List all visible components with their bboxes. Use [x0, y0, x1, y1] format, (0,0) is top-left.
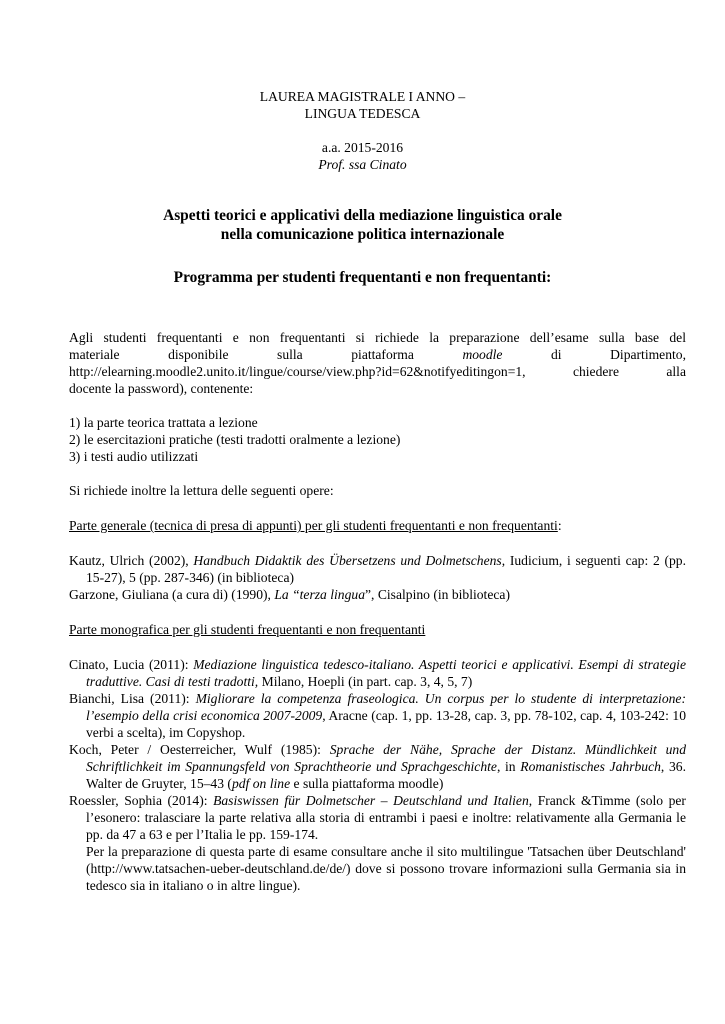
document-body: [69, 329, 686, 894]
academic-year: a.a. 2015-2016: [321, 140, 404, 155]
list-item: 2) le esercitazioni pratiche (testi tradotti oralmente a lezione): [69, 432, 401, 447]
reference-koch: Koch, Peter / Oesterreicher, Wulf (1985): Sprache der Nähe, Sprache der Distanz. Mündlichkeit und Schriftlichkeit im Spannungsfeld von Sprachtheorie und Sprachgeschichte, in Romanistisches Jahrbuch, 36. Walter de Gruyter, 15–43 (pdf on line e sulla piattaforma moodle): [69, 742, 686, 791]
course-subject: LINGUA TEDESCA: [304, 106, 421, 121]
monographic-references: [69, 656, 686, 894]
course-level: LAUREA MAGISTRALE I ANNO –: [259, 89, 466, 104]
general-references: [69, 552, 686, 603]
intro-line: Agli studenti frequentanti e non frequentanti si richiede la preparazione dell’esame sulla base del: [69, 330, 686, 345]
monographic-section-heading: Parte monografica per gli studenti frequentanti e non frequentanti: [69, 622, 426, 637]
intro-paragraph: [69, 329, 686, 397]
content-list: [69, 414, 686, 465]
moodle-link[interactable]: http://elearning.moodle2.unito.it/lingue/course/view.php?id=62&notifyeditingon=1, chiedere alla: [69, 364, 686, 379]
reference-cinato: Cinato, Lucia (2011): Mediazione linguistica tedesco-italiano. Aspetti teorici e applicativi. Esempi di strategie traduttive. Casi di testi tradotti, Milano, Hoepli (in part. cap. 3, 4, 5, 7): [69, 657, 686, 689]
professor-name: Prof. ssa Cinato: [318, 157, 407, 172]
reference-garzone: Garzone, Giuliana (a cura di) (1990), La “terza lingua”, Cisalpino (in biblioteca): [69, 587, 510, 602]
course-title-line-1: Aspetti teorici e applicativi della mediazione linguistica orale: [163, 207, 562, 224]
reference-roessler: Roessler, Sophia (2014): Basiswissen für Dolmetscher – Deutschland und Italien, Franck &Timme (solo per l’esonero: tralasciare la parte relativa alla storia di entrambi i paesi e inoltre: relativamente alla Germania le pp. da 47 a 63 e per l’Italia le pp. 159-174.: [69, 793, 686, 842]
course-title-line-2: nella comunicazione politica internazionale: [220, 226, 505, 243]
course-header: [0, 88, 725, 173]
program-subtitle: Programma per studenti frequentanti e non frequentanti:: [173, 269, 552, 286]
list-item: 3) i testi audio utilizzati: [69, 449, 199, 464]
list-item: 1) la parte teorica trattata a lezione: [69, 415, 258, 430]
reference-kautz: Kautz, Ulrich (2002), Handbuch Didaktik des Übersetzens und Dolmetschens, Iudicium, i seguenti cap: 2 (pp. 15-27), 5 (pp. 287-346) (in biblioteca): [69, 553, 686, 585]
roessler-note: Per la preparazione di questa parte di esame consultare anche il sito multilingue 'Tatsachen über Deutschland' (http://www.tatsachen-ueber-deutschland.de/de/) dove si possono trovare informazioni sulla Germania sia in tedesco sia in italiano o in altre lingue).: [86, 844, 686, 893]
reference-bianchi: Bianchi, Lisa (2011): Migliorare la competenza fraseologica. Un corpus per lo studente di interpretazione: l’esempio della crisi economica 2007-2009, Aracne (cap. 1, pp. 13-28, cap. 3, pp. 78-102, cap. 4, 103-242: 10 verbi a scelta), im Copyshop.: [69, 691, 687, 740]
reading-intro: Si richiede inoltre la lettura delle seguenti opere:: [69, 483, 334, 498]
general-section-heading: Parte generale (tecnica di presa di appunti) per gli studenti frequentanti e non frequentanti:: [69, 518, 562, 533]
intro-line: docente la password), contenente:: [69, 381, 254, 396]
moodle-term: moodle: [462, 347, 503, 362]
course-title: [0, 206, 725, 244]
intro-line: materiale disponibile sulla piattaforma moodle di Dipartimento,: [69, 347, 686, 362]
